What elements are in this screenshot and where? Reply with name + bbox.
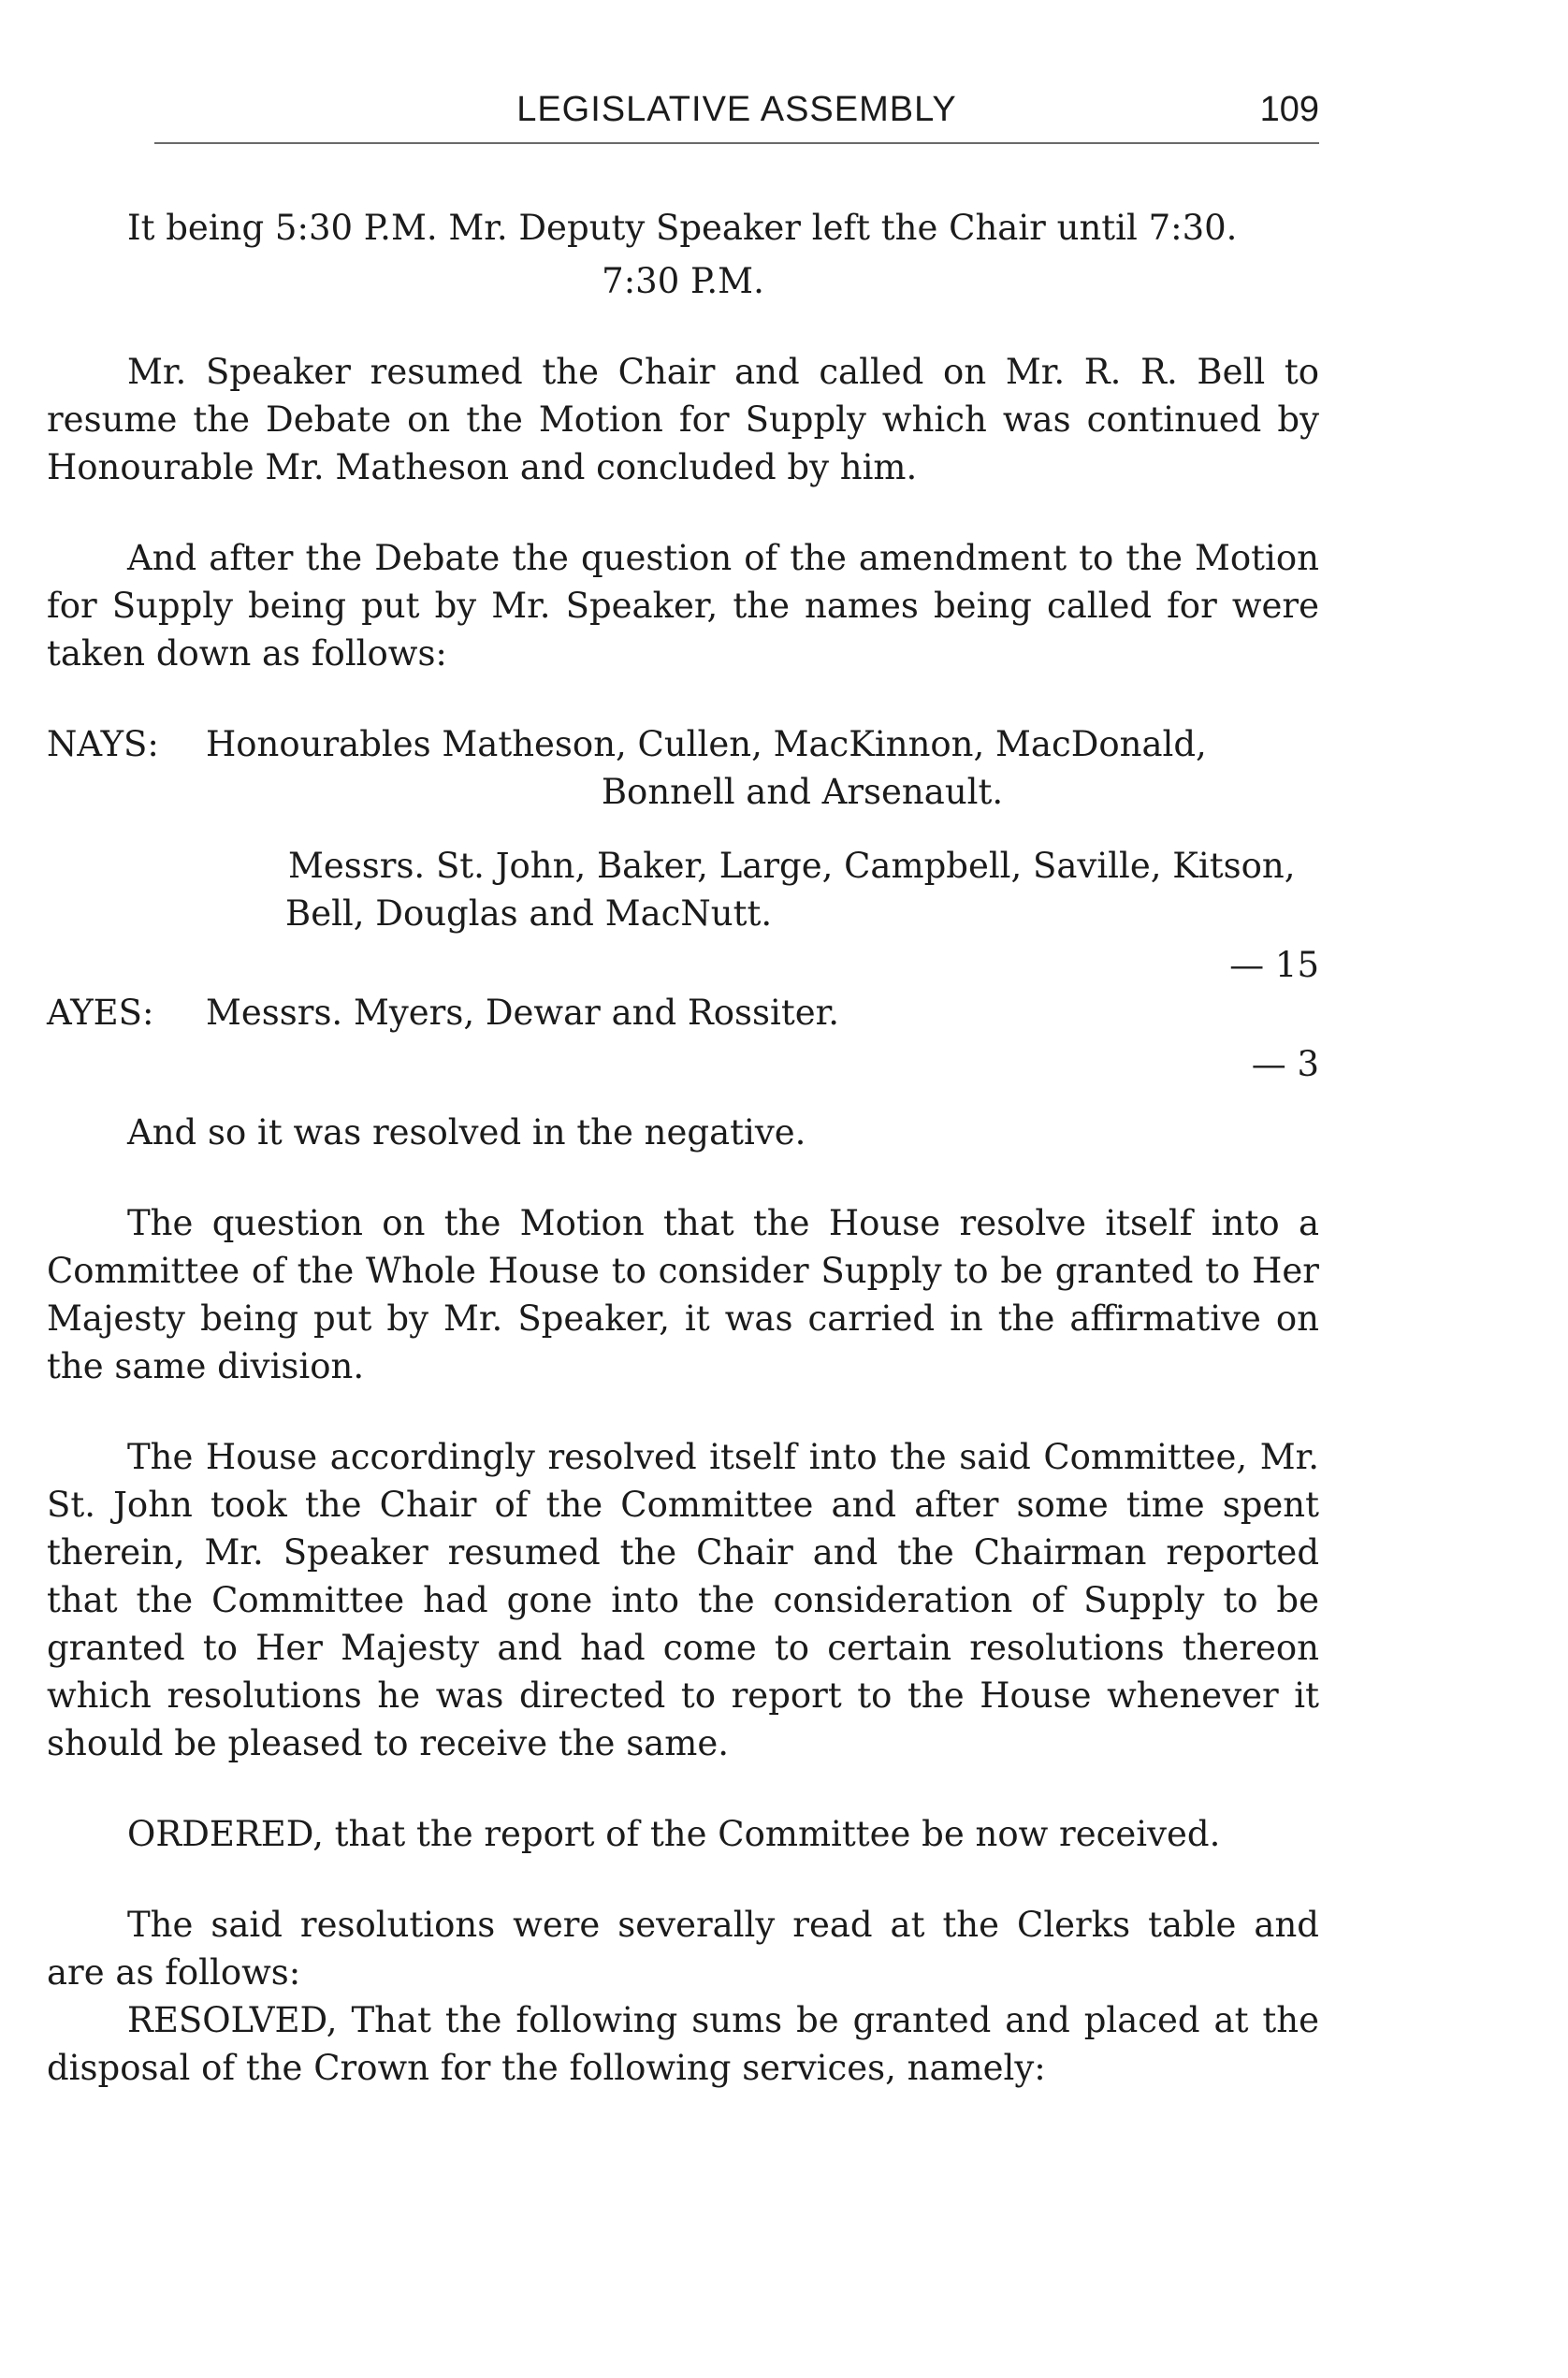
paragraph-amendment-question: And after the Debate the question of the amendment to the Motion for Supply being put by Mr. Speaker, the names being called for were taken down as follows: bbox=[47, 538, 1319, 674]
paragraph-ordered: ORDERED, that the report of the Committee be now received. bbox=[127, 1814, 1221, 1854]
paragraph-resolutions-read: The said resolutions were severally read at the Clerks table and are as follows: bbox=[47, 1905, 1319, 1993]
time-heading: 7:30 P.M. bbox=[602, 261, 764, 301]
nays-names-line3: Messrs. St. John, Baker, Large, Campbell, Saville, Kitson, bbox=[288, 846, 1296, 886]
ayes-total: — 3 bbox=[1251, 1044, 1319, 1084]
nays-label: NAYS: bbox=[47, 724, 159, 764]
nays-names-line1: Honourables Matheson, Cullen, MacKinnon, MacDonald, bbox=[206, 724, 1207, 764]
paragraph-resolved-negative: And so it was resolved in the negative. bbox=[127, 1112, 806, 1153]
page-number: 109 bbox=[1259, 90, 1319, 129]
page-header bbox=[154, 86, 1319, 144]
paragraph-adjournment: It being 5:30 P.M. Mr. Deputy Speaker left the Chair until 7:30. bbox=[127, 208, 1238, 248]
nays-names-line2: Bonnell and Arsenault. bbox=[601, 772, 1004, 812]
running-title: LEGISLATIVE ASSEMBLY bbox=[516, 90, 957, 129]
paragraph-resolved: RESOLVED, That the following sums be granted and placed at the disposal of the Crown for the following services, namely: bbox=[47, 2000, 1319, 2088]
ayes-label: AYES: bbox=[47, 993, 154, 1033]
paragraph-supply-question: The question on the Motion that the House resolve itself into a Committee of the Whole House to consider Supply to be granted to Her Majesty being put by Mr. Speaker, it was carried in the affirmative on the same division. bbox=[47, 1203, 1319, 1386]
paragraph-speaker-resumed: Mr. Speaker resumed the Chair and called on Mr. R. R. Bell to resume the Debate on the Motion for Supply which was continued by Honourable Mr. Matheson and concluded by him. bbox=[47, 352, 1319, 487]
nays-names-line4: Bell, Douglas and MacNutt. bbox=[285, 893, 773, 934]
page-body bbox=[47, 204, 1319, 2092]
paragraph-committee-report: The House accordingly resolved itself into the said Committee, Mr. St. John took the Chair of the Committee and after some time spent therein, Mr. Speaker resumed the Chair and the Chairman reported that the Committee had gone into the consideration of Supply to be granted to Her Majesty and had come to certain resolutions thereon which resolutions he was directed to report to the House whenever it should be pleased to receive the same. bbox=[47, 1437, 1319, 1763]
ayes-block bbox=[47, 989, 1319, 1088]
nays-block bbox=[47, 720, 1319, 989]
ayes-names: Messrs. Myers, Dewar and Rossiter. bbox=[206, 993, 840, 1033]
nays-total: — 15 bbox=[1229, 945, 1319, 985]
